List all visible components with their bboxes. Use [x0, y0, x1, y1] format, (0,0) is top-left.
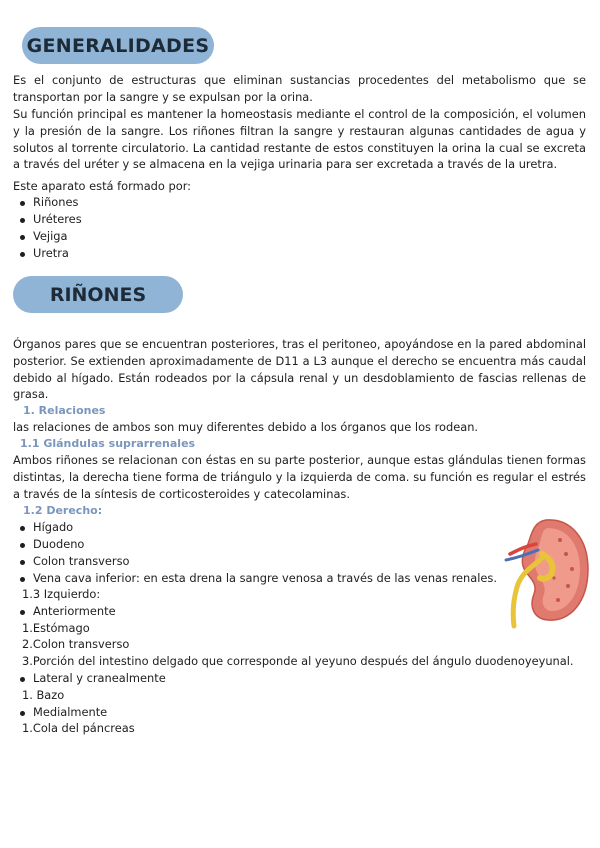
list-item: Vejiga	[33, 229, 68, 243]
subheading-izquierdo: 1.3 Izquierdo:	[22, 587, 101, 601]
list-item: Medialmente	[33, 705, 108, 719]
section-title-generalidades: GENERALIDADES	[22, 27, 214, 64]
list-item: Anteriormente	[33, 604, 116, 618]
list-item: Hígado	[33, 520, 74, 534]
bullet-icon	[20, 252, 25, 257]
list-intro: Este aparato está formado por:	[13, 179, 192, 193]
bullet-icon	[20, 610, 25, 615]
list-item: Riñones	[33, 195, 79, 209]
bullet-icon	[20, 526, 25, 531]
bullet-icon	[20, 560, 25, 565]
section-title-rinones: RIÑONES	[13, 276, 183, 313]
paragraph-relaciones: las relaciones de ambos son muy diferentes debido a los órganos que los rodean.	[13, 420, 479, 434]
list-item: Uréteres	[33, 212, 82, 226]
list-item: Uretra	[33, 246, 69, 260]
bullet-icon	[20, 543, 25, 548]
list-item: Vena cava inferior: en esta drena la sangre venosa a través de las venas renales.	[33, 571, 497, 585]
list-item: Lateral y cranealmente	[33, 671, 166, 685]
kidney-illustration	[496, 514, 591, 629]
numbered-item: 2.Colon transverso	[22, 637, 130, 651]
list-item: Duodeno	[33, 537, 85, 551]
bullet-icon	[20, 201, 25, 206]
bullet-icon	[20, 235, 25, 240]
numbered-item: 1.Estómago	[22, 621, 90, 635]
paragraph-suprarrenales: Ambos riñones se relacionan con éstas en su parte posterior, aunque estas glándulas tienen formas distintas, la derecha tiene forma de triángulo y la izquierda de coma. su función es regular el estrés a través de la síntesis de corticosteroides y catecolaminas.	[13, 453, 586, 501]
bullet-icon	[20, 218, 25, 223]
paragraph-function: Su función principal es mantener la homeostasis mediante el control de la composición, el volumen y la presión de la sangre. Los riñones filtran la sangre y restauran algunas cantidades de agua y solutos al torrente circulatorio. La cantidad restante de estos constituyen la orina la cual se excreta a través del uréter y se almacena en la vejiga urinaria para ser excretada a través de la uretra.	[13, 107, 586, 172]
numbered-item: 1. Bazo	[22, 688, 65, 702]
subheading-relaciones: 1. Relaciones	[23, 404, 106, 417]
subheading-derecho: 1.2 Derecho:	[23, 504, 103, 517]
numbered-item: 1.Cola del páncreas	[22, 721, 135, 735]
bullet-icon	[20, 577, 25, 582]
bullet-icon	[20, 677, 25, 682]
bullet-icon	[20, 711, 25, 716]
paragraph-definition: Es el conjunto de estructuras que eliminan sustancias procedentes del metabolismo que se transportan por la sangre y se expulsan por la orina.	[13, 73, 586, 104]
numbered-item: 3.Porción del intestino delgado que corresponde al yeyuno después del ángulo duodenoyeyunal.	[22, 654, 574, 668]
list-item: Colon transverso	[33, 554, 130, 568]
subheading-suprarrenales: 1.1 Glándulas suprarrenales	[20, 437, 196, 450]
paragraph-rinones-intro: Órganos pares que se encuentran posteriores, tras el peritoneo, apoyándose en la pared abdominal posterior. Se extienden aproximadamente de D11 a L3 aunque el derecho se encuentra más caudal debido al hígado. Están rodeados por la cápsula renal y un desdoblamiento de fascias rellenas de grasa.	[13, 337, 586, 402]
